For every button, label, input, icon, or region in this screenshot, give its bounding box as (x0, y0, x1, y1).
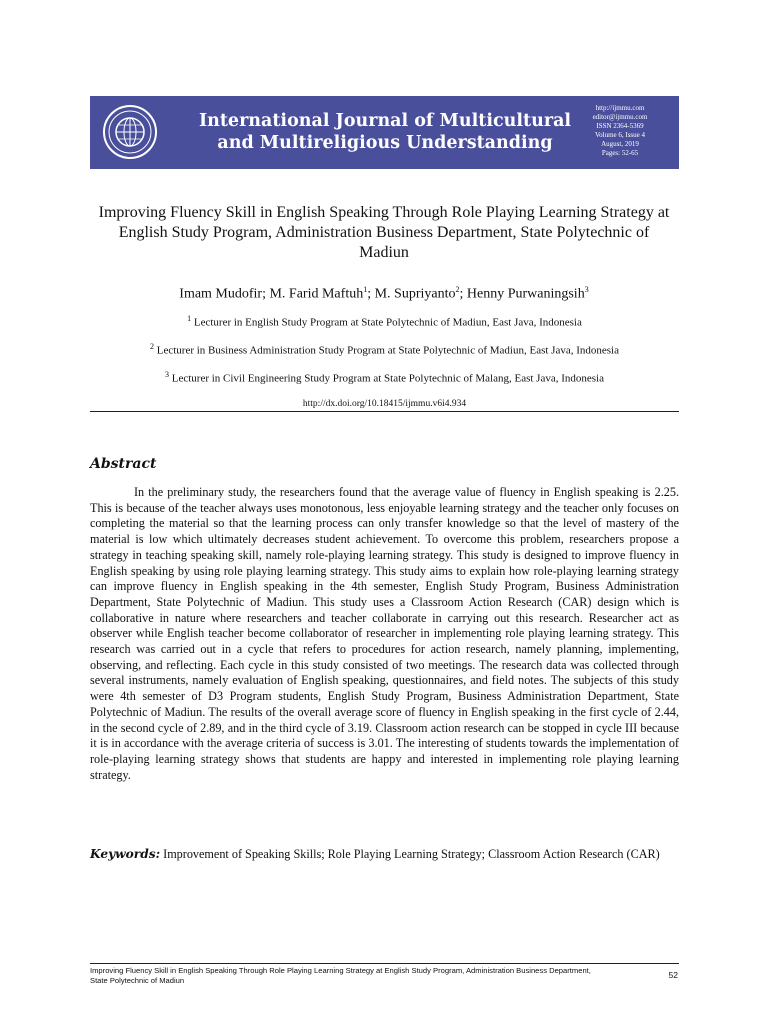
author-sup-3: 3 (584, 285, 589, 294)
affiliation-3 (90, 370, 679, 385)
affiliation-sup: 2 (150, 342, 154, 351)
affiliation-sup: 1 (187, 314, 192, 323)
affiliation-sup: 3 (164, 370, 169, 379)
journal-pages: Pages: 52-65 (601, 149, 639, 157)
journal-logo-icon (102, 104, 158, 160)
affiliation-2 (90, 342, 679, 357)
abstract-heading: Abstract (90, 456, 157, 472)
footer-divider (90, 963, 679, 964)
journal-email[interactable]: editor@ijmmu.com (592, 113, 648, 121)
journal-volume: Volume 6, Issue 4 (594, 131, 646, 139)
journal-issn: ISSN 2364-5369 (596, 122, 644, 130)
author-list (96, 285, 672, 303)
journal-meta (575, 104, 665, 158)
author-group-2: ; M. Supriyanto (367, 286, 456, 302)
journal-title-line1: International Journal of Multicultural (198, 111, 572, 131)
affiliation-text: Lecturer in English Study Program at State Polytechnic of Madiun, East Java, Indonesia (191, 316, 582, 329)
keywords-text: Improvement of Speaking Skills; Role Playing Learning Strategy; Classroom Action Research (CAR) (160, 847, 660, 861)
author-sup-2: 2 (455, 285, 460, 294)
keywords-label: Keywords: (90, 847, 161, 861)
abstract-body: In the preliminary study, the researchers found that the average value of fluency in English speaking is 2.25. This is because of the teacher always uses monotonous, less enjoyable learning strategy and the teacher only focuses on completing the material so that the learning process can only transfer knowledge so that the level of mastery of the material is low which ultimately decreases student achievement. To overcome this problem, researchers propose a strategy in teaching speaking skill, namely role-playing learning strategy. This study is designed to improve fluency in English speaking by using role playing learning strategy. This study aims to explain how role-playing learning strategy can improve fluency in English speaking in the 4th semester, English Study Program, Business Administration Department, State Polytechnic of Madiun. This study uses a Classroom Action Research (CAR) design which is collaborative in nature where researchers and teacher collaborate in carrying out this research. Researcher act as observer while English teacher become collaborator of researcher in implementing role playing learning strategy. This research was carried out in a cycle that refers to procedures for action research, namely planning, implementing, observing, and reflecting. Each cycle in this study consisted of two meetings. The research data was collected through several instruments, namely evaluation of English speaking, questionnaires, and field notes. The subjects of this study were 4th semester of D3 Program students, English Study Program, Business Administration Department, State Polytechnic of Madiun. The results of the overall average score of fluency in English speaking in the first cycle of 2.44, in the second cycle of 2.89, and in the third cycle of 3.19. Classroom action research can be stopped in cycle III because it is in accordance with the average criteria of success is 3.01. The interesting of students towards the implementation of role-playing learning strategy shows that students are happy and interested in implementing role playing learning strategy. (90, 485, 679, 782)
header-divider (90, 411, 679, 412)
affiliation-text: Lecturer in Business Administration Study Program at State Polytechnic of Madiun, East Java, Indonesia (154, 344, 619, 357)
journal-url[interactable]: http://ijmmu.com (595, 104, 645, 112)
paper-title: Improving Fluency Skill in English Speaking Through Role Playing Learning Strategy at English Study Program, Administration Business Department, State Polytechnic of Madiun (98, 204, 670, 261)
journal-banner (90, 96, 679, 169)
affiliation-text: Lecturer in Civil Engineering Study Program at State Polytechnic of Malang, East Java, Indonesia (168, 372, 604, 385)
author-sup-1: 1 (363, 285, 368, 294)
page-number: 52 (668, 970, 678, 980)
affiliation-1 (90, 314, 679, 329)
doi-link[interactable]: http://dx.doi.org/10.18415/ijmmu.v6i4.934 (302, 399, 467, 409)
author-group-3: ; Henny Purwaningsih (459, 286, 585, 302)
author-group-1: Imam Mudofir; M. Farid Maftuh (179, 286, 364, 302)
footer-running-title: Improving Fluency Skill in English Speaking Through Role Playing Learning Strategy at English Study Program, Administration Business Department, State Polytechnic of Madiun (90, 966, 591, 985)
journal-title (190, 110, 580, 154)
journal-date: August, 2019 (601, 140, 639, 148)
keywords (90, 846, 679, 862)
journal-title-line2: and Multireligious Understanding (217, 133, 553, 153)
